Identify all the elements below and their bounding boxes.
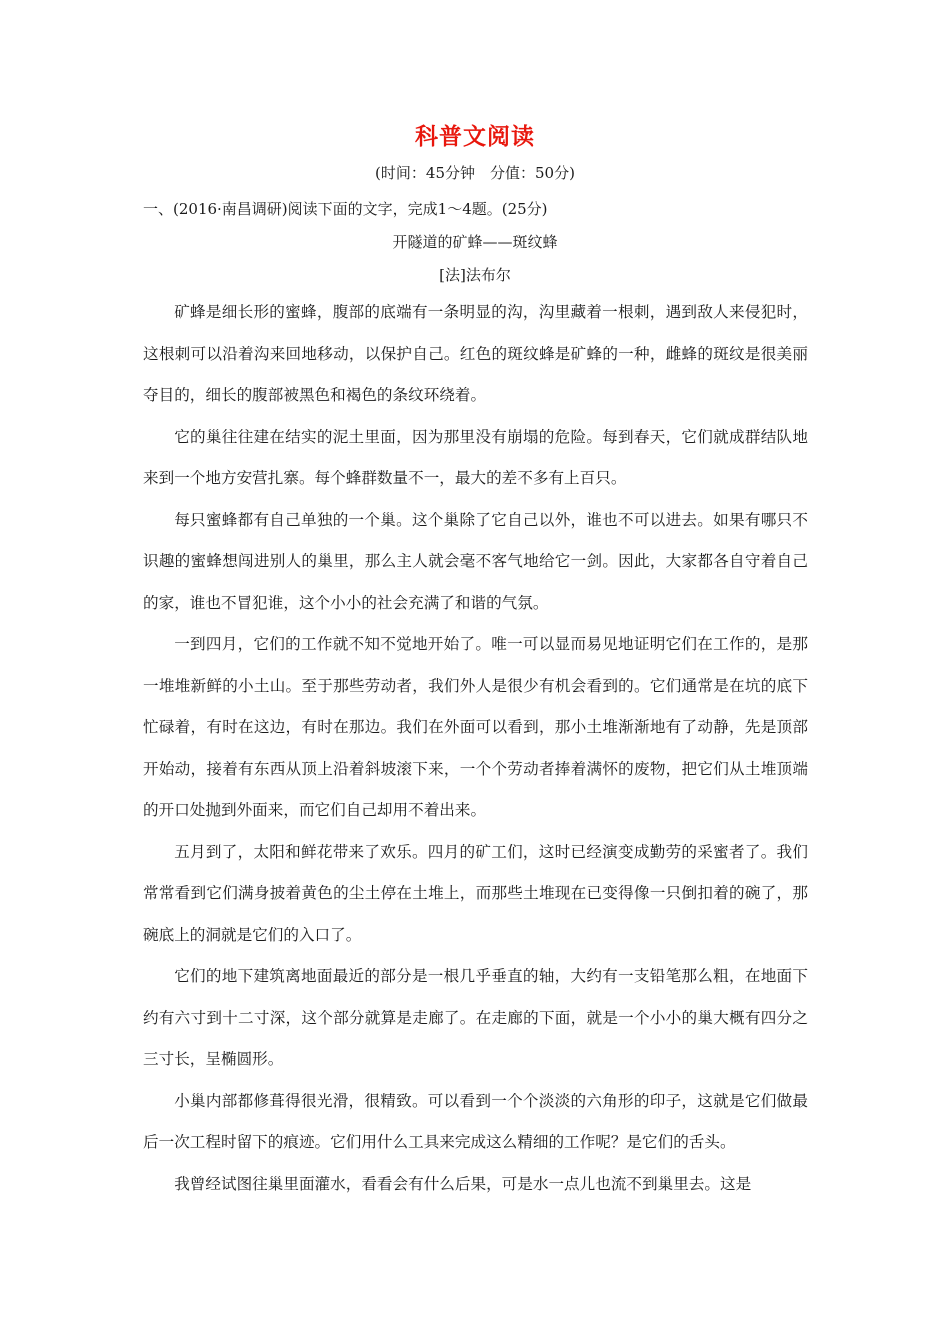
time-score-info: (时间：45分钟 分值：50分) [375, 164, 575, 182]
paragraph: 小巢内部都修葺得很光滑，很精致。可以看到一个个淡淡的六角形的印子，这就是它们做最后一次工程时留下的痕迹。它们用什么工具来完成这么精细的工作呢？是它们的舌头。 [143, 1091, 808, 1151]
paragraph: 矿蜂是细长形的蜜蜂，腹部的底端有一条明显的沟，沟里藏着一根刺，遇到敌人来侵犯时，这根刺可以沿着沟来回地移动，以保护自己。红色的斑纹蜂是矿蜂的一种，雌蜂的斑纹是很美丽夺目的，细长的腹部被黑色和褐色的条纹环绕着。 [143, 303, 808, 404]
paragraph: 一到四月，它们的工作就不知不觉地开始了。唯一可以显而易见地证明它们在工作的，是那一堆堆新鲜的小土山。至于那些劳动者，我们外人是很少有机会看到的。它们通常是在坑的底下忙碌着，有时在这边，有时在那边。我们在外面可以看到，那小土堆渐渐地有了动静，先是顶部开始动，接着有东西从顶上沿着斜坡滚下来，一个个劳动者捧着满怀的废物，把它们从土堆顶端的开口处抛到外面来，而它们自己却用不着出来。 [143, 635, 808, 819]
document-title: 科普文阅读 [415, 123, 535, 150]
article-body [143, 292, 808, 1205]
article-author: [法]法布尔 [439, 266, 511, 284]
paragraph: 每只蜜蜂都有自己单独的一个巢。这个巢除了它自己以外，谁也不可以进去。如果有哪只不识趣的蜜蜂想闯进别人的巢里，那么主人就会毫不客气地给它一剑。因此，大家都各自守着自己的家，谁也不冒犯谁，这个小小的社会充满了和谐的气氛。 [143, 510, 808, 612]
paragraph: 我曾经试图往巢里面灌水，看看会有什么后果，可是水一点儿也流不到巢里去。这是 [174, 1174, 752, 1193]
paragraph: 它的巢往往建在结实的泥土里面，因为那里没有崩塌的危险。每到春天，它们就成群结队地来到一个地方安营扎寨。每个蜂群数量不一，最大的差不多有上百只。 [143, 427, 808, 487]
question-prompt: 一、(2016·南昌调研)阅读下面的文字，完成1～4题。(25分) [143, 200, 548, 218]
article-title: 开隧道的矿蜂——斑纹蜂 [392, 233, 558, 251]
paragraph: 五月到了，太阳和鲜花带来了欢乐。四月的矿工们，这时已经演变成勤劳的采蜜者了。我们常常看到它们满身披着黄色的尘土停在土堆上，而那些土堆现在已变得像一只倒扣着的碗了，那碗底上的洞就是它们的入口了。 [143, 842, 808, 944]
paragraph: 它们的地下建筑离地面最近的部分是一根几乎垂直的轴，大约有一支铅笔那么粗，在地面下约有六寸到十二寸深，这个部分就算是走廊了。在走廊的下面，就是一个小小的巢大概有四分之三寸长，呈椭圆形。 [143, 967, 808, 1068]
